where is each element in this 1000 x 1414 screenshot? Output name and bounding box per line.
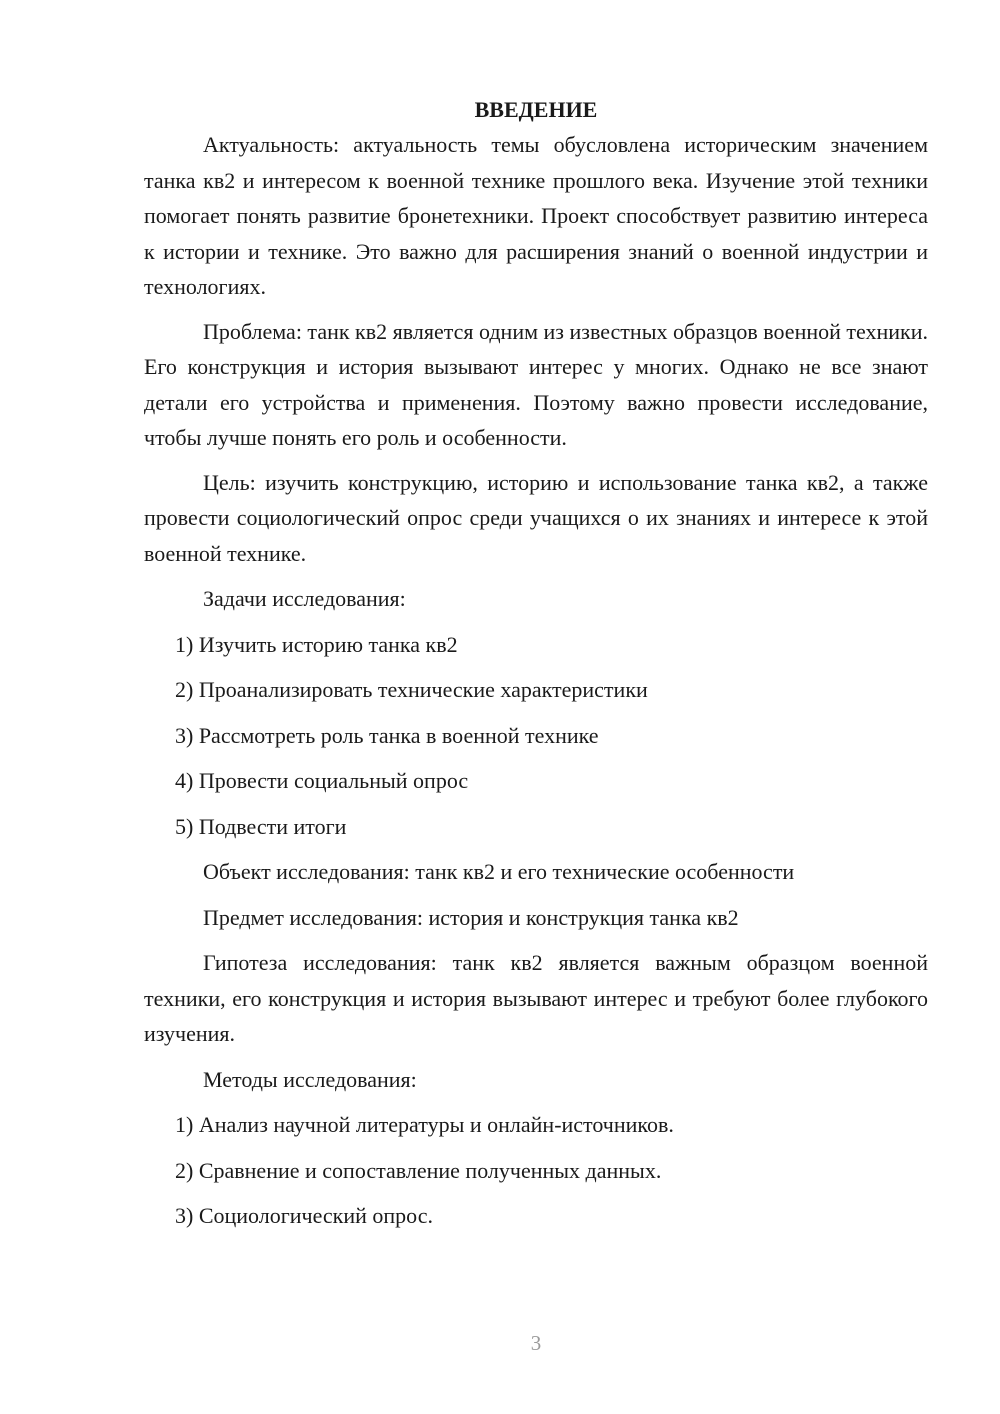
task-item: 2) Проанализировать технические характеристики xyxy=(175,677,648,702)
tasks-heading: Задачи исследования: xyxy=(203,586,406,611)
page-number: 3 xyxy=(530,1331,542,1355)
method-item: 2) Сравнение и сопоставление полученных данных. xyxy=(175,1157,662,1183)
subject-line: Предмет исследования: история и конструкция танка кв2 xyxy=(203,904,739,930)
task-item: 5) Подвести итоги xyxy=(175,813,347,839)
section-title: ВВЕДЕНИЕ xyxy=(474,97,598,122)
task-item: 3) Рассмотреть роль танка в военной технике xyxy=(175,722,599,748)
goal-paragraph: Цель: изучить конструкцию, историю и использование танка кв2, а также провести социологический опрос среди учащихся о их знаниях и интересе к этой военной технике. xyxy=(144,469,928,566)
relevance-paragraph: Актуальность: актуальность темы обусловлена историческим значением танка кв2 и интересом к военной технике прошлого века. Изучение этой техники помогает понять развитие бронетехники. Проект способствует развитию интереса к истории и технике. Это важно для расширения знаний о военной индустрии и технологиях. xyxy=(144,132,928,299)
methods-heading: Методы исследования: xyxy=(203,1066,417,1092)
object-line: Объект исследования: танк кв2 и его технические особенности xyxy=(203,859,795,884)
task-item: 1) Изучить историю танка кв2 xyxy=(175,631,458,657)
problem-paragraph: Проблема: танк кв2 является одним из известных образцов военной техники. Его конструкция и история вызывают интерес у многих. Однако не все знают детали его устройства и применения. Поэтому важно провести исследование, чтобы лучше понять его роль и особенности. xyxy=(144,318,928,450)
hypothesis-paragraph: Гипотеза исследования: танк кв2 является важным образцом военной техники, его конструкция и история вызывают интерес и требуют более глубокого изучения. xyxy=(144,950,928,1046)
method-item: 1) Анализ научной литературы и онлайн-источников. xyxy=(175,1112,674,1137)
document-body xyxy=(144,92,928,1234)
method-item: 3) Социологический опрос. xyxy=(175,1203,433,1228)
task-item: 4) Провести социальный опрос xyxy=(175,768,469,793)
